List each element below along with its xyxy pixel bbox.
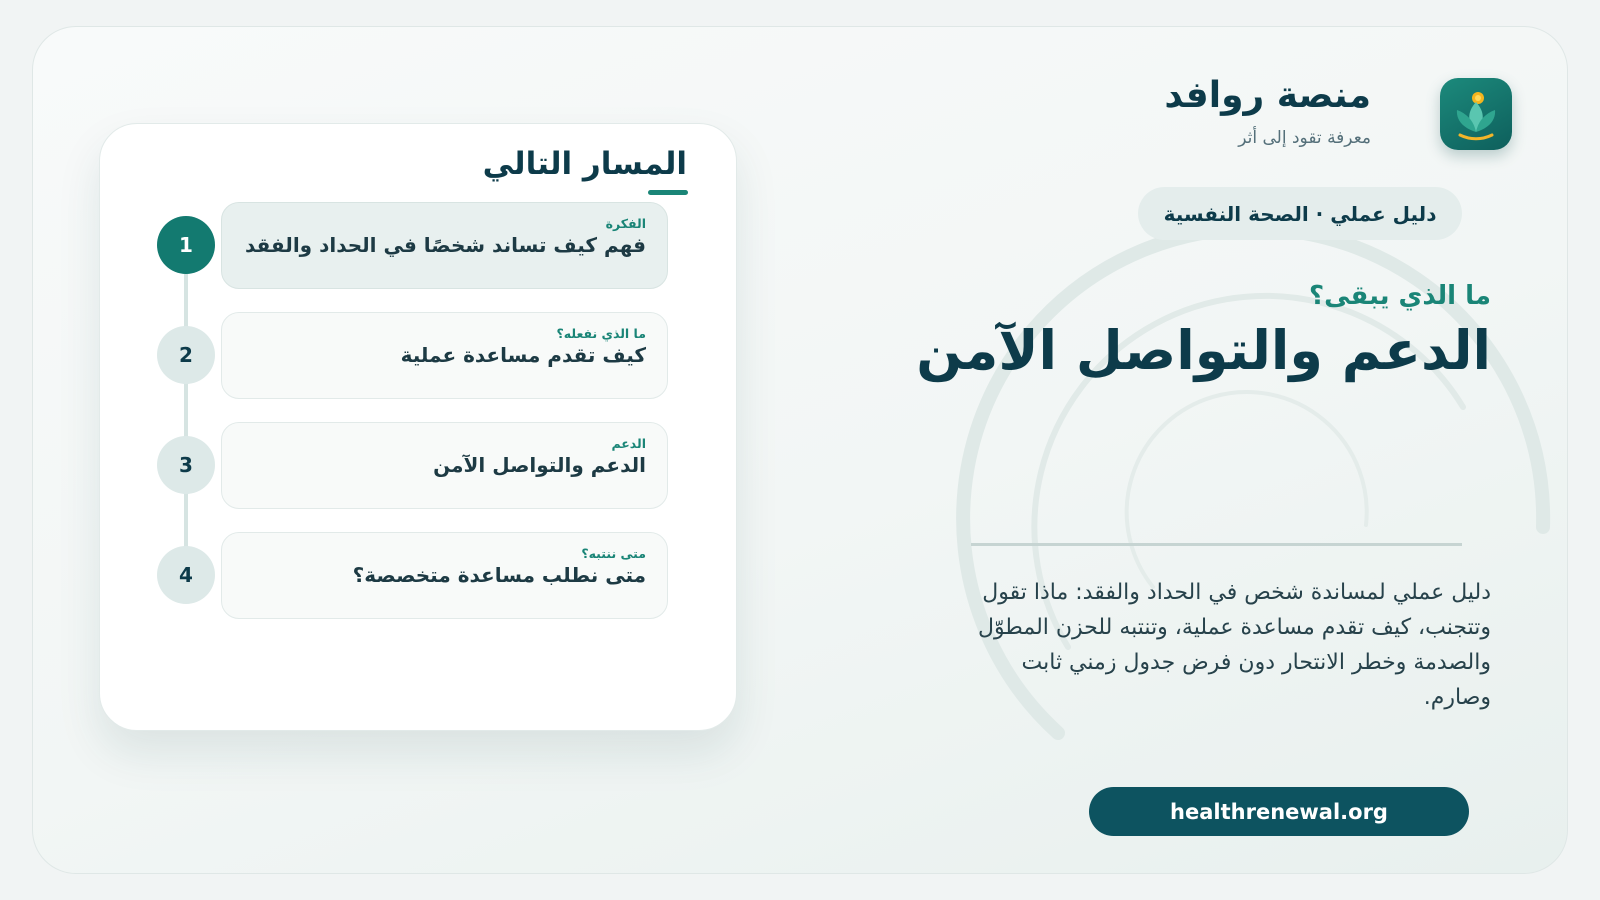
slide-frame — [32, 26, 1568, 874]
step-number-4[interactable]: 4 — [157, 546, 215, 604]
step-label: ما الذي نفعله؟ — [556, 326, 646, 341]
brand-name: منصة روافد — [1164, 75, 1371, 116]
category-badge: دليل عملي · الصحة النفسية — [1138, 187, 1462, 240]
brand-tagline: معرفة تقود إلى أثر — [1238, 128, 1371, 148]
step-text: فهم كيف تساند شخصًا في الحداد والفقد — [244, 233, 646, 257]
hero-kicker: ما الذي يبقى؟ — [1309, 281, 1491, 311]
hero-title: الدعم والتواصل الآمن — [916, 319, 1491, 382]
step-label: الدعم — [611, 436, 646, 451]
step-number-2[interactable]: 2 — [157, 326, 215, 384]
step-item-1[interactable] — [221, 202, 668, 289]
card-title-underline — [648, 190, 688, 195]
website-link-button[interactable]: healthrenewal.org — [1089, 787, 1469, 836]
hero-description: دليل عملي لمساندة شخص في الحداد والفقد: ماذا تقول وتتجنب، كيف تقدم مساعدة عملية، وتنتبه للحزن المطوّل والصدمة وخطر الانتحار دون فرض جدول زمني ثابت وصارم. — [977, 580, 1491, 710]
step-label: متى ننتبه؟ — [581, 546, 646, 561]
hero-divider — [971, 543, 1462, 546]
step-number-3[interactable]: 3 — [157, 436, 215, 494]
next-path-card — [99, 123, 737, 731]
step-number-1[interactable]: 1 — [157, 216, 215, 274]
brand-logo-icon — [1440, 78, 1512, 150]
step-label: الفكرة — [605, 216, 646, 231]
step-item-4[interactable] — [221, 532, 668, 619]
step-text: كيف تقدم مساعدة عملية — [400, 343, 646, 367]
step-item-2[interactable] — [221, 312, 668, 399]
step-text: متى نطلب مساعدة متخصصة؟ — [352, 563, 646, 587]
card-title: المسار التالي — [482, 146, 687, 182]
step-item-3[interactable] — [221, 422, 668, 509]
step-text: الدعم والتواصل الآمن — [433, 453, 646, 477]
